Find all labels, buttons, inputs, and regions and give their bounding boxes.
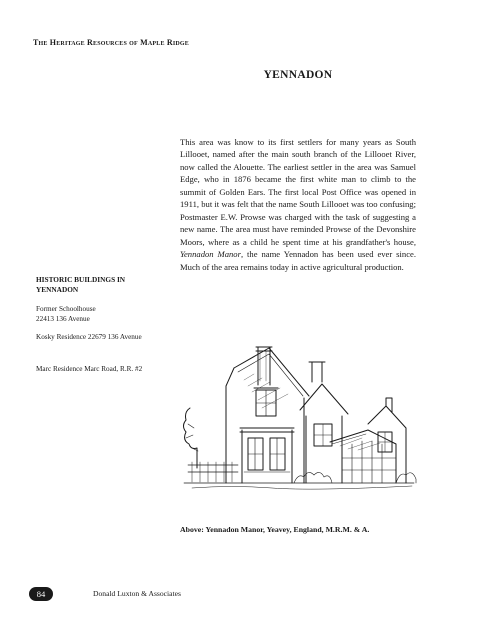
sidebar-title: [36, 275, 178, 295]
sidebar-entry: Kosky Residence 22679 136 Avenue: [36, 333, 142, 341]
body-paragraph: [180, 136, 416, 273]
sidebar-entry-name: Former Schoolhouse: [36, 305, 96, 313]
manor-sketch: [182, 320, 422, 505]
sidebar-entry: [36, 304, 178, 324]
manor-illustration: [182, 320, 422, 505]
paragraph-text-end: , the name Yennadon has been used ever since. Much of the area remains today in active agricultural production.: [180, 249, 416, 272]
page-title: YENNADON: [263, 69, 333, 81]
page-number-badge: 84: [29, 587, 53, 601]
footer-credit: Donald Luxton & Associates: [93, 589, 181, 598]
figure-caption: Above: Yennadon Manor, Yeavey, England, M.R.M. & A.: [180, 525, 370, 534]
paragraph-italic-name: Yennadon Manor: [180, 249, 241, 260]
paragraph-text-start: This area was know to its first settlers for many years as South Lillooet, named after the main south branch of the Lillooet River, now called the Alouette. The earliest settler in the area was Samuel Edge, who in 1876 became the first white man to climb to the summit of Golden Ears. The first local Post Office was opened in 1911, but it was felt that the name South Lillooet was too confusing; Postmaster E.W. Prowse was charged with the task of suggesting a new name. The area must have reminded Prowse of the Devonshire Moors, where as a child he spent time at his grandfather's house,: [180, 137, 416, 247]
running-head: The Heritage Resources of Maple Ridge: [33, 38, 189, 47]
sidebar-entry: Marc Residence Marc Road, R.R. #2: [36, 365, 143, 373]
sidebar-title-line-1: HISTORIC BUILDINGS IN: [36, 275, 126, 284]
sidebar-title-line-2: YENNADON: [36, 285, 79, 294]
sidebar-entry-address: 22413 136 Avenue: [36, 315, 90, 323]
